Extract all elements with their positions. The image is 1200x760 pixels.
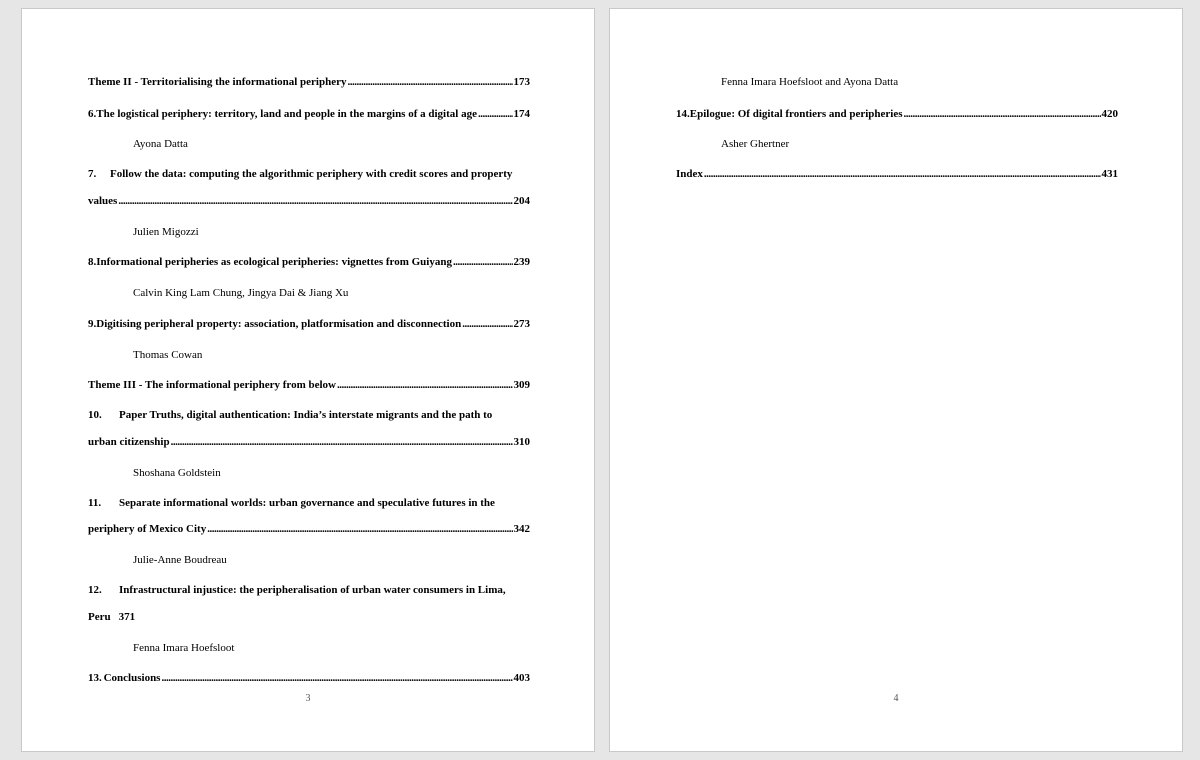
dot-leader xyxy=(118,194,512,208)
toc-entry-chapter-6[interactable] xyxy=(88,107,530,121)
dot-leader xyxy=(207,522,512,536)
dot-leader xyxy=(337,378,513,392)
toc-title: Epilogue: Of digital frontiers and peripheries xyxy=(689,108,903,120)
toc-entry-chapter-10-line1[interactable] xyxy=(88,408,530,422)
page-number-footer: 4 xyxy=(893,693,899,704)
dot-leader xyxy=(478,107,513,121)
chapter-number: 14. xyxy=(676,108,690,120)
chapter-author: Fenna Imara Hoefsloot and Ayona Datta xyxy=(721,76,899,88)
chapter-number: 7. xyxy=(88,168,97,180)
chapter-number: 12. xyxy=(88,584,102,596)
chapter-author: Calvin King Lam Chung, Jingya Dai & Jiang Xu xyxy=(133,287,349,299)
dot-leader xyxy=(171,435,513,449)
toc-title-continued: periphery of Mexico City xyxy=(88,523,207,535)
toc-entry-chapter-8[interactable] xyxy=(88,255,530,269)
toc-entry-chapter-7-line2[interactable] xyxy=(88,194,530,208)
toc-page-number: 371 xyxy=(118,611,136,623)
dot-leader xyxy=(462,317,512,331)
toc-entry-chapter-12-line1[interactable] xyxy=(88,583,530,597)
document-page-4 xyxy=(609,8,1183,752)
toc-title: Index xyxy=(676,168,703,180)
chapter-number: 13. xyxy=(88,672,102,684)
toc-page-number: 204 xyxy=(513,195,530,207)
chapter-author: Thomas Cowan xyxy=(133,349,203,361)
chapter-number: 11. xyxy=(88,497,102,509)
chapter-author: Ayona Datta xyxy=(133,138,188,150)
toc-page-number: 342 xyxy=(513,523,530,535)
toc-entry-theme-2[interactable] xyxy=(88,75,530,89)
chapter-number: 9. xyxy=(88,318,97,330)
toc-entry-theme-3[interactable] xyxy=(88,378,530,392)
toc-title: Theme III - The informational periphery from below xyxy=(88,379,336,391)
chapter-author: Asher Ghertner xyxy=(721,138,790,150)
toc-title-continued: urban citizenship xyxy=(88,436,170,448)
toc-entry-chapter-7-line1[interactable] xyxy=(88,167,530,181)
toc-title: The logistical periphery: territory, land and people in the margins of a digital age xyxy=(96,108,477,120)
toc-entry-chapter-11-line1[interactable] xyxy=(88,496,530,510)
toc-page-number: 173 xyxy=(513,76,530,88)
chapter-author: Shoshana Goldstein xyxy=(133,467,221,479)
chapter-number: 6. xyxy=(88,108,97,120)
toc-entry-chapter-13[interactable] xyxy=(88,671,530,685)
toc-title: Digitising peripheral property: association, platformisation and disconnection xyxy=(96,318,462,330)
dot-leader xyxy=(904,107,1101,121)
toc-title: Theme II - Territorialising the informational periphery xyxy=(88,76,347,88)
toc-title: Separate informational worlds: urban governance and speculative futures in the xyxy=(119,497,495,509)
toc-entry-chapter-9[interactable] xyxy=(88,317,530,331)
toc-page-number: 273 xyxy=(513,318,530,330)
toc-page-number: 239 xyxy=(513,256,530,268)
toc-title: Infrastructural injustice: the peripheralisation of urban water consumers in Lima, xyxy=(119,584,506,596)
toc-page-number: 431 xyxy=(1101,168,1118,180)
toc-page-number: 174 xyxy=(513,108,530,120)
toc-title: Conclusions xyxy=(103,672,161,684)
toc-page-number: 310 xyxy=(513,436,530,448)
chapter-number: 10. xyxy=(88,409,102,421)
toc-entry-chapter-10-line2[interactable] xyxy=(88,435,530,449)
dot-leader xyxy=(453,255,513,269)
toc-title: Follow the data: computing the algorithmic periphery with credit scores and property xyxy=(110,168,513,180)
chapter-author: Julie-Anne Boudreau xyxy=(133,554,227,566)
toc-entry-chapter-12-line2[interactable] xyxy=(88,610,530,624)
dot-leader xyxy=(347,75,512,89)
toc-entry-chapter-11-line2[interactable] xyxy=(88,522,530,536)
chapter-number: 8. xyxy=(88,256,97,268)
chapter-author: Julien Migozzi xyxy=(133,226,199,238)
dot-leader xyxy=(704,167,1101,181)
chapter-author: Fenna Imara Hoefsloot xyxy=(133,642,235,654)
toc-page-number: 420 xyxy=(1101,108,1118,120)
page-number-footer: 3 xyxy=(305,693,311,704)
toc-page-number: 309 xyxy=(513,379,530,391)
toc-title-continued: Peru xyxy=(88,611,111,623)
toc-entry-chapter-14[interactable] xyxy=(676,107,1118,121)
toc-page-number: 403 xyxy=(513,672,530,684)
toc-entry-index[interactable] xyxy=(676,167,1118,181)
toc-title-continued: values xyxy=(88,195,118,207)
dot-leader xyxy=(161,671,512,685)
toc-title: Informational peripheries as ecological peripheries: vignettes from Guiyang xyxy=(96,256,452,268)
document-page-3 xyxy=(21,8,595,752)
toc-title: Paper Truths, digital authentication: India’s interstate migrants and the path to xyxy=(119,409,493,421)
